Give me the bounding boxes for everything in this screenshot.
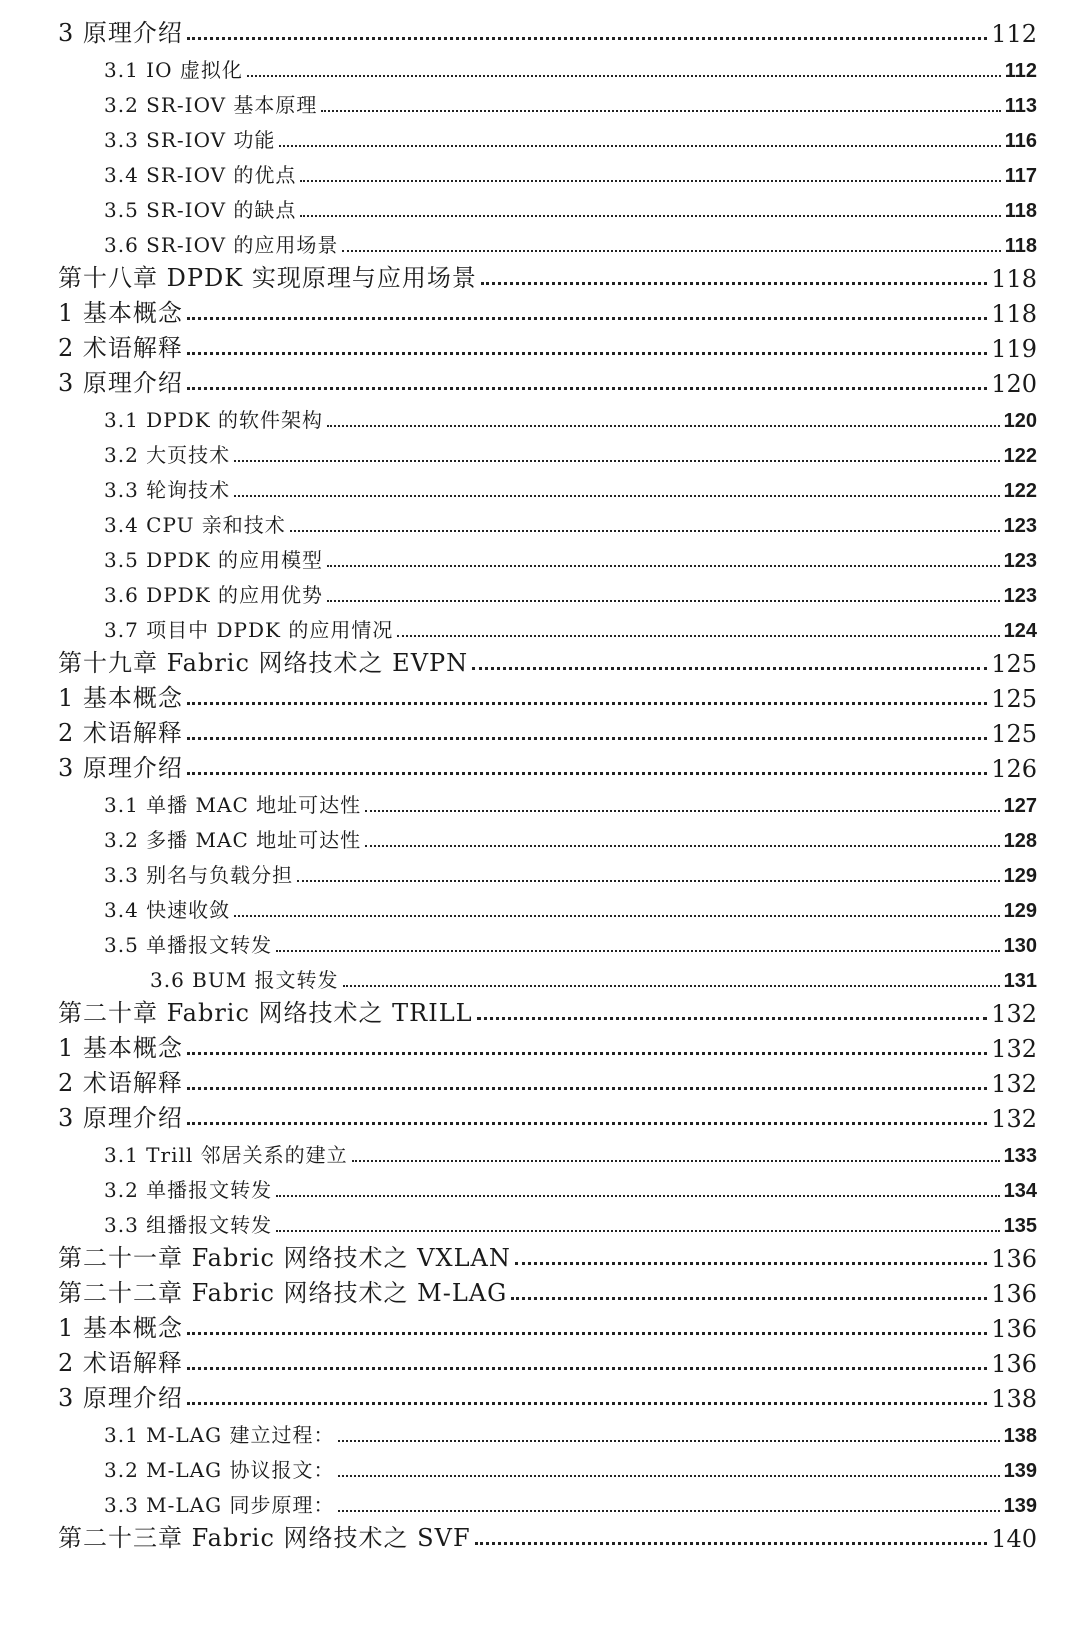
toc-entry-page: 136 (991, 1350, 1037, 1378)
toc-entry-title: 3.4 SR-IOV 的优点 (104, 163, 297, 187)
toc-entry-title: 3 原理介绍 (58, 754, 183, 782)
toc-entry[interactable] (0, 1517, 1080, 1553)
toc-entry-title: 3.6 DPDK 的应用优势 (104, 583, 323, 607)
dot-leader (187, 1087, 987, 1090)
dot-leader (327, 600, 1000, 602)
toc-entry[interactable] (0, 1307, 1080, 1343)
toc-entry-page: 122 (1003, 445, 1037, 467)
dot-leader (352, 1160, 1000, 1162)
dot-leader (187, 1402, 987, 1405)
toc-entry[interactable] (0, 852, 1080, 888)
dot-leader (234, 460, 999, 462)
toc-entry-page: 129 (1003, 865, 1037, 887)
toc-entry[interactable] (0, 782, 1080, 818)
toc-entry[interactable] (0, 607, 1080, 643)
toc-entry[interactable] (0, 1027, 1080, 1063)
toc-entry-title: 3.1 单播 MAC 地址可达性 (104, 793, 362, 817)
toc-entry[interactable] (0, 1377, 1080, 1413)
toc-entry-title: 3.5 SR-IOV 的缺点 (104, 198, 297, 222)
toc-entry-page: 132 (991, 1070, 1037, 1098)
toc-entry[interactable] (0, 1412, 1080, 1448)
toc-entry-title: 3.3 轮询技术 (104, 478, 231, 502)
toc-entry-page: 113 (1004, 95, 1037, 117)
toc-entry-title: 第十八章 DPDK 实现原理与应用场景 (58, 264, 477, 292)
toc-entry-title: 3.2 多播 MAC 地址可达性 (104, 828, 362, 852)
toc-entry-page: 125 (991, 720, 1037, 748)
dot-leader (187, 702, 987, 705)
toc-entry-page: 130 (1003, 935, 1037, 957)
toc-entry[interactable] (0, 1132, 1080, 1168)
toc-entry[interactable] (0, 47, 1080, 83)
toc-entry-title: 3.4 快速收敛 (104, 898, 231, 922)
toc-entry-page: 119 (991, 335, 1037, 363)
toc-entry-page: 139 (1003, 1495, 1037, 1517)
dot-leader (279, 145, 1000, 147)
toc-entry-page: 118 (1004, 200, 1037, 222)
dot-leader (300, 215, 1000, 217)
toc-entry-title: 3.2 SR-IOV 基本原理 (104, 93, 318, 117)
dot-leader (365, 845, 1000, 847)
toc-entry-page: 123 (1003, 515, 1037, 537)
toc-entry[interactable] (0, 1062, 1080, 1098)
toc-entry-title: 3.3 M-LAG 同步原理： (104, 1493, 335, 1517)
toc-entry-page: 123 (1003, 585, 1037, 607)
toc-entry-page: 128 (1003, 830, 1037, 852)
toc-entry[interactable] (0, 1342, 1080, 1378)
toc-entry[interactable] (0, 1202, 1080, 1238)
toc-entry-title: 3.1 IO 虚拟化 (104, 58, 243, 82)
toc-entry-page: 117 (1004, 165, 1037, 187)
toc-entry-title: 3.6 SR-IOV 的应用场景 (104, 233, 339, 257)
toc-entry-page: 118 (1004, 235, 1037, 257)
dot-leader (481, 282, 987, 285)
toc-entry-title: 3 原理介绍 (58, 1384, 183, 1412)
dot-leader (187, 1367, 987, 1370)
toc-entry-title: 3.7 项目中 DPDK 的应用情况 (104, 618, 394, 642)
toc-entry-page: 131 (1003, 970, 1037, 992)
toc-entry-title: 第二十三章 Fabric 网络技术之 SVF (58, 1524, 471, 1552)
toc-entry-title: 2 术语解释 (58, 1069, 183, 1097)
dot-leader (234, 495, 999, 497)
toc-entry[interactable] (0, 1447, 1080, 1483)
dot-leader (187, 1122, 987, 1125)
toc-entry-page: 120 (1003, 410, 1037, 432)
toc-entry-page: 127 (1003, 795, 1037, 817)
toc-entry-title: 3.3 SR-IOV 功能 (104, 128, 276, 152)
dot-leader (187, 1332, 987, 1335)
dot-leader (338, 1440, 999, 1442)
dot-leader (187, 772, 987, 775)
toc-entry-title: 第二十二章 Fabric 网络技术之 M-LAG (58, 1279, 508, 1307)
toc-entry-title: 3.4 CPU 亲和技术 (104, 513, 286, 537)
toc-entry-page: 139 (1003, 1460, 1037, 1482)
toc-entry-title: 2 术语解释 (58, 334, 183, 362)
toc-entry-title: 第十九章 Fabric 网络技术之 EVPN (58, 649, 469, 677)
dot-leader (276, 950, 999, 952)
dot-leader (187, 1052, 987, 1055)
dot-leader (515, 1262, 987, 1265)
toc-entry[interactable] (0, 712, 1080, 748)
toc-entry-title: 3.3 组播报文转发 (104, 1213, 273, 1237)
dot-leader (327, 425, 1000, 427)
toc-entry-page: 118 (991, 265, 1037, 293)
toc-entry-title: 1 基本概念 (58, 684, 183, 712)
dot-leader (343, 985, 1000, 987)
dot-leader (187, 737, 987, 740)
toc-entry-title: 1 基本概念 (58, 299, 183, 327)
toc-entry-page: 132 (991, 1035, 1037, 1063)
toc-entry-page: 122 (1003, 480, 1037, 502)
toc-entry-page: 132 (991, 1000, 1037, 1028)
toc-entry-title: 3.5 单播报文转发 (104, 933, 273, 957)
toc-entry[interactable] (0, 1097, 1080, 1133)
toc-entry[interactable] (0, 1167, 1080, 1203)
toc-entry-page: 136 (991, 1315, 1037, 1343)
toc-entry[interactable] (0, 397, 1080, 433)
toc-entry[interactable] (0, 747, 1080, 783)
toc-entry[interactable] (0, 467, 1080, 503)
toc-entry-page: 140 (991, 1525, 1037, 1553)
dot-leader (187, 352, 987, 355)
toc-entry-title: 3.2 单播报文转发 (104, 1178, 273, 1202)
toc-entry-title: 1 基本概念 (58, 1314, 183, 1342)
toc-entry-title: 3.1 Trill 邻居关系的建立 (104, 1143, 348, 1167)
toc-entry-page: 133 (1003, 1145, 1037, 1167)
toc-entry-page: 138 (991, 1385, 1037, 1413)
toc-entry[interactable] (0, 887, 1080, 923)
toc-entry[interactable] (0, 292, 1080, 328)
toc-entry-title: 3.3 别名与负载分担 (104, 863, 294, 887)
toc-entry-title: 3.5 DPDK 的应用模型 (104, 548, 323, 572)
toc-entry-page: 136 (991, 1280, 1037, 1308)
toc-entry[interactable] (0, 362, 1080, 398)
toc-entry-title: 第二十章 Fabric 网络技术之 TRILL (58, 999, 473, 1027)
toc-entry-title: 3.1 M-LAG 建立过程： (104, 1423, 335, 1447)
dot-leader (290, 530, 1000, 532)
toc-entry[interactable] (0, 187, 1080, 223)
toc-entry-page: 136 (991, 1245, 1037, 1273)
dot-leader (472, 667, 987, 670)
dot-leader (297, 880, 999, 882)
dot-leader (342, 250, 1000, 252)
toc-entry-page: 125 (991, 650, 1037, 678)
toc-entry[interactable] (0, 642, 1080, 678)
toc-entry[interactable] (0, 1237, 1080, 1273)
toc-entry[interactable] (0, 957, 1080, 993)
toc-entry-page: 138 (1003, 1425, 1037, 1447)
toc-entry[interactable] (0, 222, 1080, 258)
toc-entry-page: 118 (991, 300, 1037, 328)
toc-entry-title: 3.1 DPDK 的软件架构 (104, 408, 323, 432)
toc-entry[interactable] (0, 117, 1080, 153)
toc-entry-title: 1 基本概念 (58, 1034, 183, 1062)
toc-entry-page: 135 (1003, 1215, 1037, 1237)
toc-entry-title: 2 术语解释 (58, 719, 183, 747)
toc-entry-page: 132 (991, 1105, 1037, 1133)
toc-entry-page: 126 (991, 755, 1037, 783)
toc-entry[interactable] (0, 817, 1080, 853)
toc-entry[interactable] (0, 992, 1080, 1028)
toc-entry-page: 123 (1003, 550, 1037, 572)
toc-entry-title: 3 原理介绍 (58, 369, 183, 397)
toc-entry-page: 112 (991, 20, 1037, 48)
dot-leader (477, 1017, 988, 1020)
toc-entry[interactable] (0, 502, 1080, 538)
toc-entry[interactable] (0, 677, 1080, 713)
dot-leader (234, 915, 999, 917)
toc-entry-title: 3.2 M-LAG 协议报文： (104, 1458, 335, 1482)
dot-leader (187, 317, 987, 320)
toc-entry[interactable] (0, 327, 1080, 363)
toc-entry[interactable] (0, 572, 1080, 608)
toc-entry-page: 112 (1004, 60, 1037, 82)
dot-leader (276, 1230, 999, 1232)
toc-entry[interactable] (0, 257, 1080, 293)
toc-entry[interactable] (0, 1482, 1080, 1518)
toc-entry-page: 124 (1003, 620, 1037, 642)
toc-entry-title: 3.2 大页技术 (104, 443, 231, 467)
toc-entry-title: 3 原理介绍 (58, 1104, 183, 1132)
toc-entry-page: 125 (991, 685, 1037, 713)
dot-leader (321, 110, 1000, 112)
dot-leader (300, 180, 1000, 182)
toc-entry-title: 2 术语解释 (58, 1349, 183, 1377)
dot-leader (187, 37, 987, 40)
dot-leader (365, 810, 1000, 812)
dot-leader (187, 387, 987, 390)
toc-entry-page: 120 (991, 370, 1037, 398)
toc-entry[interactable] (0, 12, 1080, 48)
toc-entry-title: 第二十一章 Fabric 网络技术之 VXLAN (58, 1244, 511, 1272)
toc-entry[interactable] (0, 82, 1080, 118)
toc-entry[interactable] (0, 432, 1080, 468)
toc-entry-page: 134 (1003, 1180, 1037, 1202)
toc-entry-page: 116 (1004, 130, 1037, 152)
toc-entry[interactable] (0, 537, 1080, 573)
dot-leader (338, 1475, 999, 1477)
dot-leader (327, 565, 1000, 567)
toc-entry[interactable] (0, 922, 1080, 958)
dot-leader (247, 75, 1001, 77)
dot-leader (338, 1510, 999, 1512)
dot-leader (475, 1542, 988, 1545)
toc-entry[interactable] (0, 1272, 1080, 1308)
dot-leader (511, 1297, 987, 1300)
dot-leader (397, 635, 999, 637)
dot-leader (276, 1195, 999, 1197)
toc-entry-title: 3.6 BUM 报文转发 (150, 968, 339, 992)
toc-entry-page: 129 (1003, 900, 1037, 922)
toc-entry-title: 3 原理介绍 (58, 19, 183, 47)
toc-entry[interactable] (0, 152, 1080, 188)
